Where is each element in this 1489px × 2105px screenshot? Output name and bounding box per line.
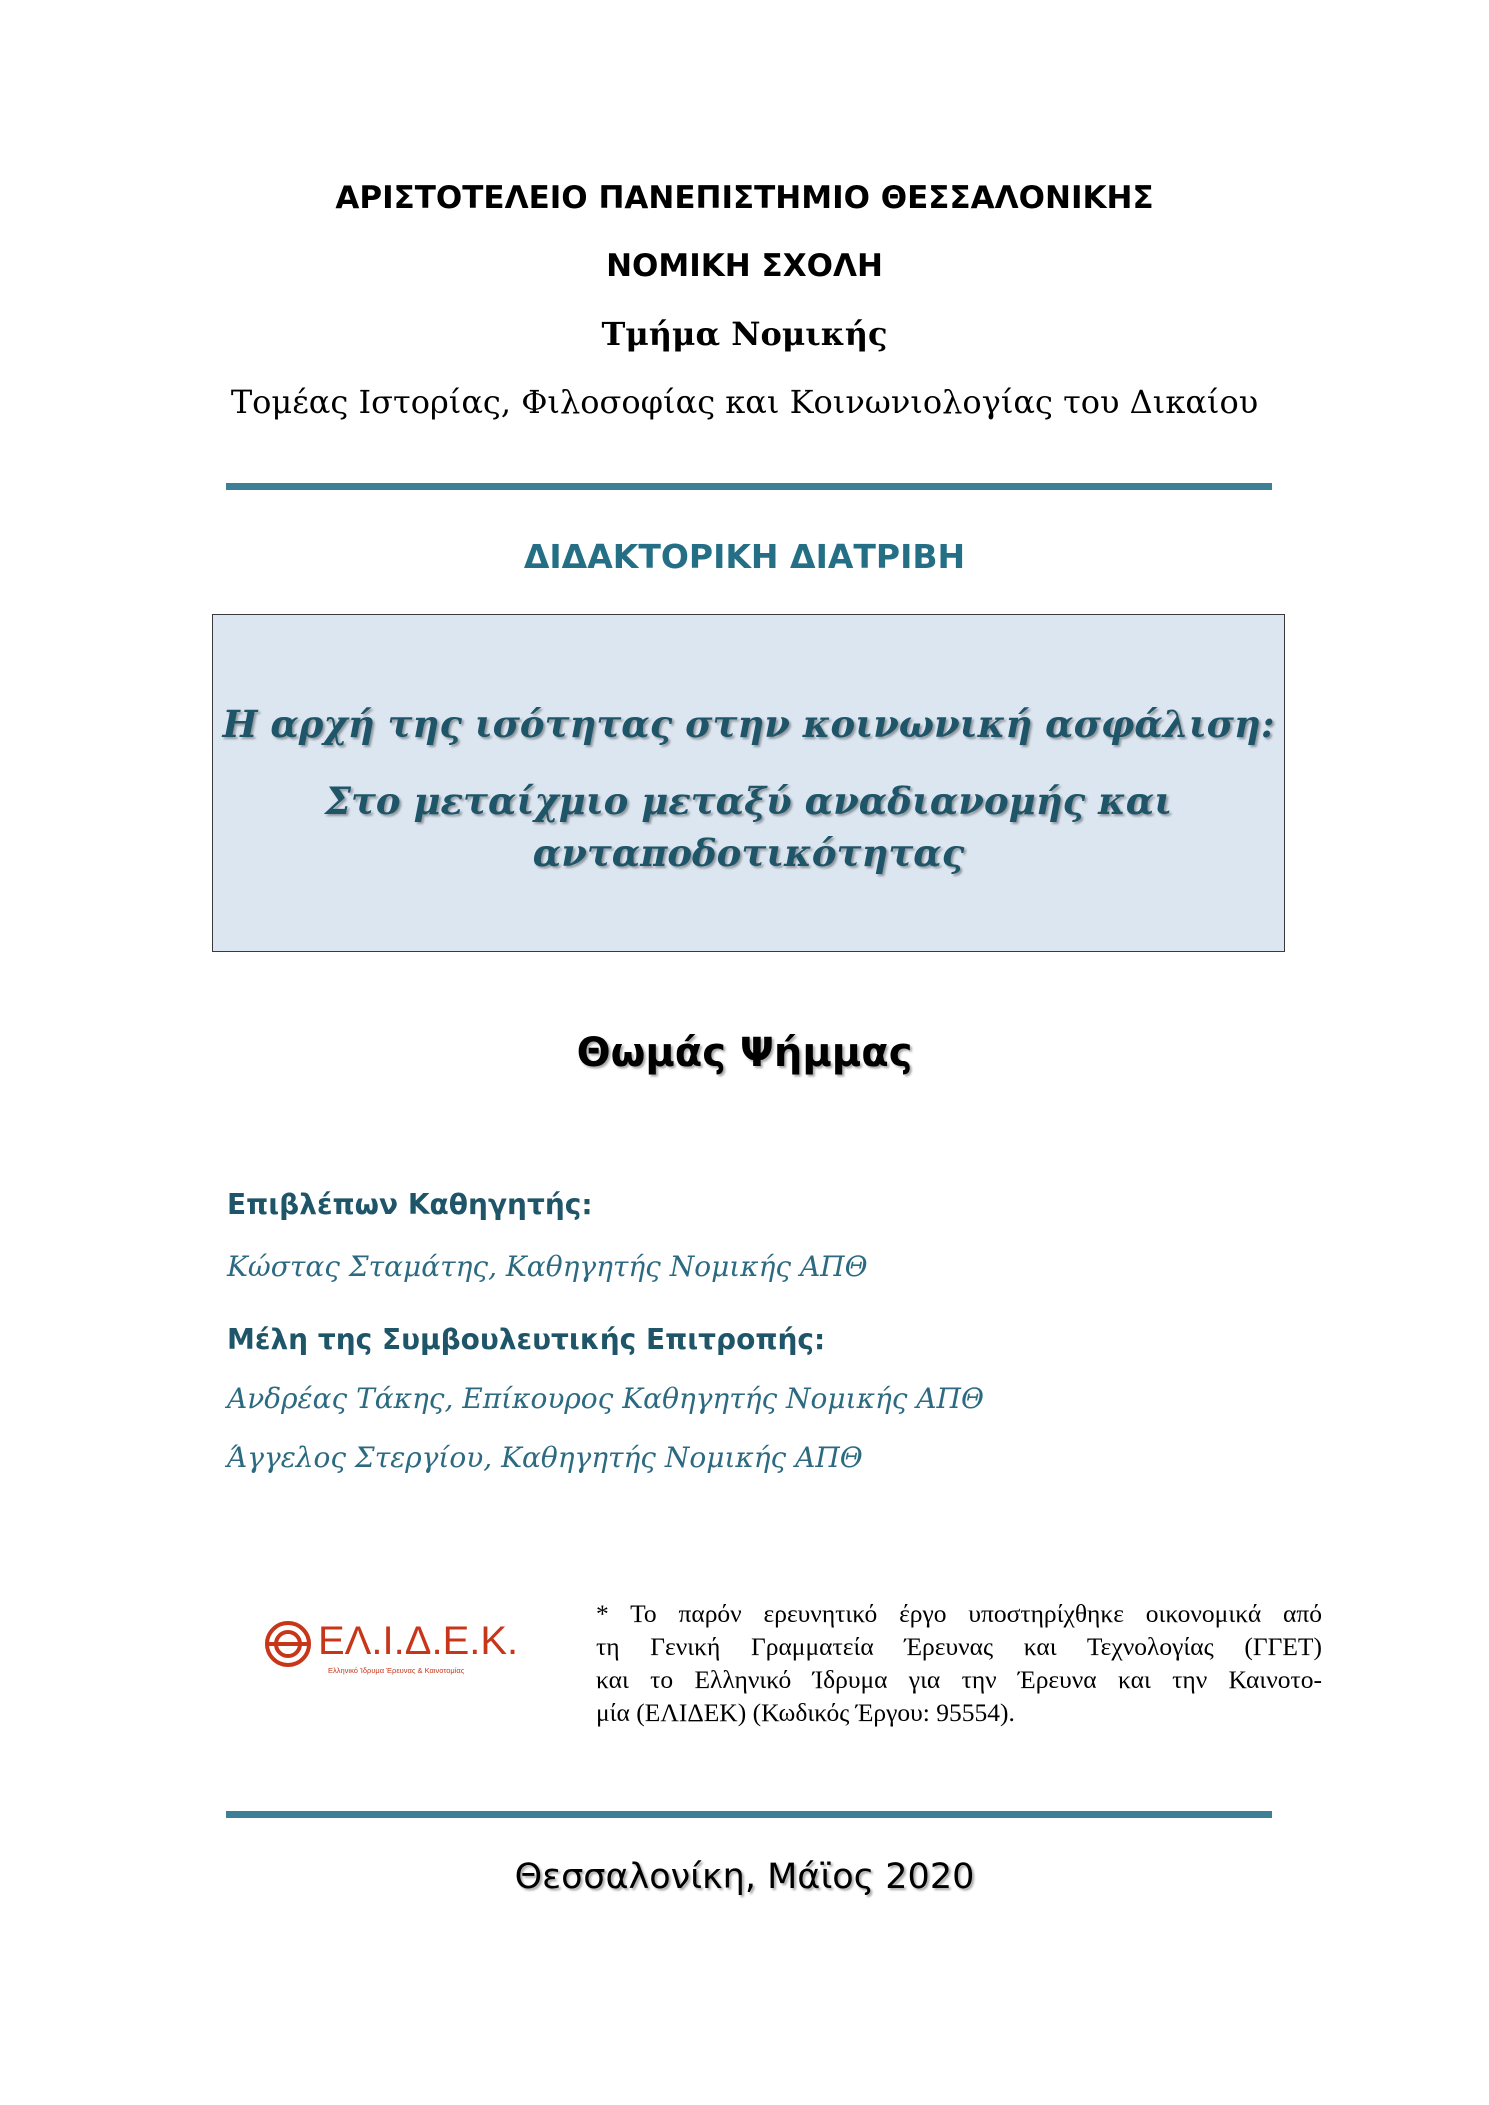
author-name: Θωμάς Ψήμμας bbox=[576, 1030, 913, 1076]
supervisor-label: Επιβλέπων Καθηγητής: bbox=[227, 1188, 593, 1221]
funding-note-line: τη Γενική Γραμματεία Έρευνας και Τεχνολογίας (ΓΓΕΤ) bbox=[596, 1632, 1322, 1661]
thesis-title-line-2: Στο μεταίχμιο μεταξύ αναδιανομής και bbox=[324, 779, 1173, 823]
place-and-date: Θεσσαλονίκη, Μάϊος 2020 bbox=[514, 1857, 975, 1897]
top-divider bbox=[226, 483, 1272, 490]
committee-member: Ανδρέας Τάκης, Επίκουρος Καθηγητής Νομικής ΑΠΘ bbox=[227, 1382, 984, 1415]
department-name: Τμήμα Νομικής bbox=[601, 315, 888, 353]
university-name: ΑΡΙΣΤΟΤΕΛΕΙΟ ΠΑΝΕΠΙΣΤΗΜΙΟ ΘΕΣΣΑΛΟΝΙΚΗΣ bbox=[335, 180, 1154, 216]
funding-note bbox=[596, 1597, 1322, 1729]
elidek-logo bbox=[262, 1618, 519, 1688]
supervisor-name: Κώστας Σταμάτης, Καθηγητής Νομικής ΑΠΘ bbox=[227, 1250, 868, 1283]
funding-note-line: μία (ΕΛΙΔΕΚ) (Κωδικός Έργου: 95554). bbox=[596, 1698, 1015, 1727]
sector-name: Τομέας Ιστορίας, Φιλοσοφίας και Κοινωνιολογίας του Δικαίου bbox=[230, 383, 1259, 421]
committee-member: Άγγελος Στεργίου, Καθηγητής Νομικής ΑΠΘ bbox=[227, 1441, 863, 1474]
funding-note-line: και το Ελληνικό Ίδρυμα για την Έρευνα και την Καινοτο- bbox=[596, 1665, 1322, 1694]
committee-label: Μέλη της Συμβουλευτικής Επιτροπής: bbox=[227, 1323, 826, 1356]
elidek-emblem-icon bbox=[262, 1618, 314, 1670]
thesis-title-line-3: ανταποδοτικότητας bbox=[532, 831, 965, 875]
bottom-divider bbox=[226, 1811, 1272, 1818]
school-name: ΝΟΜΙΚΗ ΣΧΟΛΗ bbox=[606, 248, 883, 284]
logo-text: ΕΛ.Ι.Δ.Ε.Κ. bbox=[318, 1619, 519, 1663]
funding-note-line: * Το παρόν ερευνητικό έργο υποστηρίχθηκε οικονομικά από bbox=[596, 1599, 1322, 1628]
thesis-title-box bbox=[212, 614, 1285, 952]
thesis-title-line-1: Η αρχή της ισότητας στην κοινωνική ασφάλιση: bbox=[222, 702, 1275, 746]
logo-subtitle: Ελληνικό Ίδρυμα Έρευνας & Καινοτομίας bbox=[328, 1666, 465, 1675]
document-type: ΔΙΔΑΚΤΟΡΙΚΗ ΔΙΑΤΡΙΒΗ bbox=[523, 537, 966, 576]
